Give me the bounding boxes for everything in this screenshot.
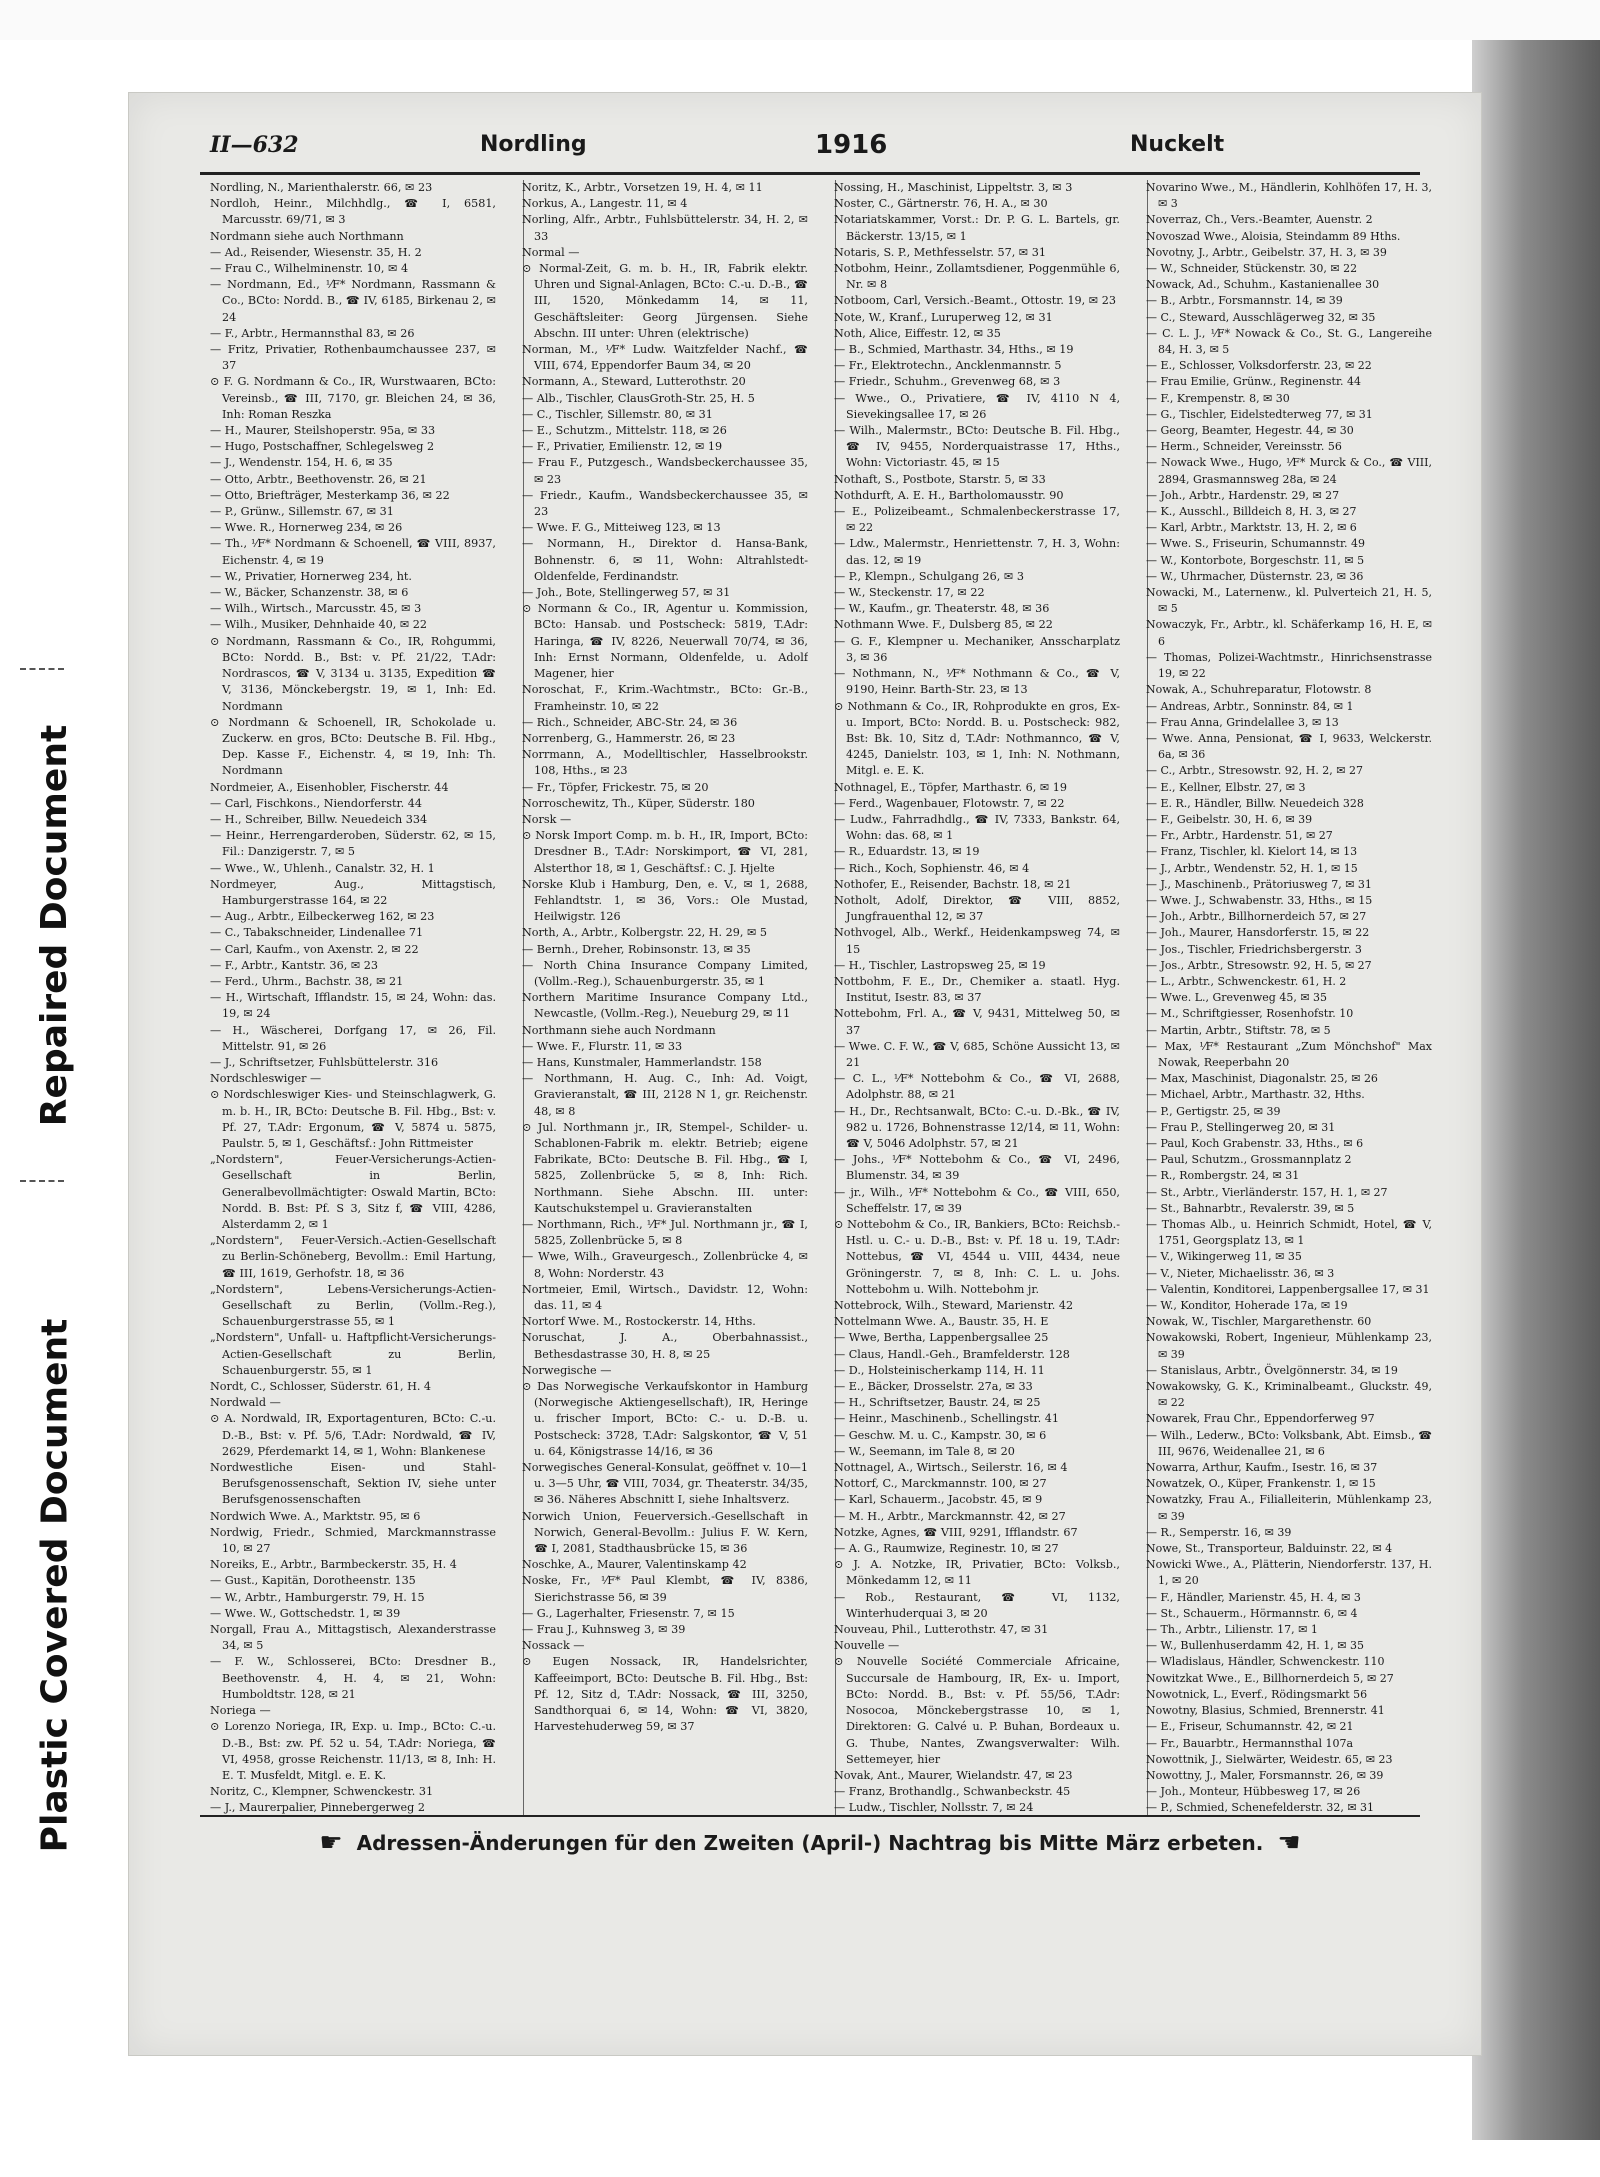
directory-entry: — Fr., Arbtr., Hardenstr. 51, ✉ 27 <box>1146 829 1333 843</box>
directory-entry: Noritz, K., Arbtr., Vorsetzen 19, H. 4, ✉ 11 <box>522 181 763 194</box>
directory-entry: — Frau P., Stellingerweg 20, ✉ 31 <box>1146 1120 1336 1134</box>
directory-entry: — Claus, Handl.-Geh., Bramfelderstr. 128 <box>834 1347 1070 1361</box>
directory-entry: — H., Wirtschaft, Ifflandstr. 15, ✉ 24, Wohn: das. 19, ✉ 24 <box>210 991 496 1021</box>
directory-entry: — Martin, Arbtr., Stiftstr. 78, ✉ 5 <box>1146 1023 1331 1037</box>
directory-entry: — W., Uhrmacher, Düsternstr. 23, ✉ 36 <box>1146 569 1364 583</box>
directory-entry: Norman, M., ¹⁄F* Ludw. Waitzfelder Nachf., ☎ VIII, 674, Eppendorfer Baum 34, ✉ 20 <box>522 343 808 373</box>
directory-entry: — E., Kellner, Elbstr. 27, ✉ 3 <box>1146 780 1306 794</box>
directory-entry: Normann, A., Steward, Lutterothstr. 20 <box>522 375 746 389</box>
directory-entry: Notariatskammer, Vorst.: Dr. P. G. L. Bartels, gr. Bäckerstr. 13/15, ✉ 1 <box>834 213 1120 243</box>
directory-entry: — R., Semperstr. 16, ✉ 39 <box>1146 1525 1292 1539</box>
directory-entry: — Otto, Briefträger, Mesterkamp 36, ✉ 22 <box>210 488 450 502</box>
directory-entry: „Nordstern", Feuer-Versich.-Actien-Gesellschaft zu Berlin-Schöneberg, Bevollm.: Emil Hartung, ☎ III, 1619, Gerhofstr. 18, ✉ 36 <box>210 1234 496 1280</box>
directory-entry: — K., Ausschl., Billdeich 8, H. 3, ✉ 27 <box>1146 505 1357 519</box>
directory-entry: — Carl, Kaufm., von Axenstr. 2, ✉ 22 <box>210 942 419 956</box>
directory-entry: Norwich Union, Feuerversich.-Gesellschaft in Norwich, General-Bevollm.: Julius F. W. Kern, ☎ I, 2081, Stadthausbrücke 15, ✉ 36 <box>522 1509 808 1556</box>
directory-entry: — Joh., Maurer, Hansdorferstr. 15, ✉ 22 <box>1146 926 1370 940</box>
directory-entry: — Wwe. J., Schwabenstr. 33, Hths., ✉ 15 <box>1146 893 1373 907</box>
directory-entry: — Paul, Koch Grabenstr. 33, Hths., ✉ 6 <box>1146 1136 1364 1150</box>
directory-entry: — Wwe. Anna, Pensionat, ☎ I, 9633, Welckerstr. 6a, ✉ 36 <box>1146 731 1432 762</box>
directory-entry: Noreiks, E., Arbtr., Barmbeckerstr. 35, H. 4 <box>210 1558 457 1572</box>
directory-entry: — Karl, Schauerm., Jacobstr. 45, ✉ 9 <box>834 1493 1043 1507</box>
directory-entry: — E., Bäcker, Drosselstr. 27a, ✉ 33 <box>834 1380 1033 1394</box>
header-year: 1916 <box>815 130 888 160</box>
directory-entry: — M. H., Arbtr., Marckmannstr. 42, ✉ 27 <box>834 1509 1066 1523</box>
directory-entry: Noroschat, F., Krim.-Wachtmstr., BCto: Gr.-B., Framheinstr. 10, ✉ 22 <box>522 683 808 713</box>
directory-entry: — R., Rombergstr. 24, ✉ 31 <box>1146 1169 1300 1183</box>
directory-entry: — Wwe., O., Privatiere, ☎ IV, 4110 N 4, Sievekingsallee 17, ✉ 26 <box>834 391 1120 421</box>
directory-entry: — Thomas, Polizei-Wachtmstr., Hinrichsenstrasse 19, ✉ 22 <box>1146 650 1432 681</box>
directory-entry: — Wwe. L., Grevenweg 45, ✉ 35 <box>1146 991 1328 1005</box>
directory-entry: — Normann, H., Direktor d. Hansa-Bank, Bohnenstr. 6, ✉ 11, Wohn: Altrahlstedt-Oldenfelde, Ferdinandstr. <box>522 537 808 583</box>
directory-entry: — Hugo, Postschaffner, Schlegelsweg 2 <box>210 440 435 454</box>
directory-entry: Nordwich Wwe. A., Marktstr. 95, ✉ 6 <box>210 1509 421 1523</box>
directory-entry: ⊙ Jul. Northmann jr., IR, Stempel-, Schilder- u. Schablonen-Fabrik m. elektr. Betrieb; eigene Fabrikate, BCto: Deutsche B. Fil. Hbg., ☎ I, 5825, Zollenbrücke 5, ✉ 8, Inh: Rich. Northmann. Siehe Abschn. III. unter: Kautschukstempel u. Gravieranstalten <box>522 1120 808 1215</box>
header-rule <box>200 172 1420 175</box>
directory-entry: — H., Maurer, Steilshoperstr. 95a, ✉ 33 <box>210 424 436 438</box>
directory-entry: Nothvogel, Alb., Werkf., Heidenkampsweg 74, ✉ 15 <box>834 926 1120 956</box>
directory-entry: — Jos., Arbtr., Stresowstr. 92, H. 5, ✉ 27 <box>1146 958 1372 972</box>
directory-entry: Nouveau, Phil., Lutterothstr. 47, ✉ 31 <box>834 1623 1049 1637</box>
directory-entry: — W., Arbtr., Hamburgerstr. 79, H. 15 <box>210 1590 425 1604</box>
directory-entry: — Otto, Arbtr., Beethovenstr. 26, ✉ 21 <box>210 472 427 486</box>
directory-entry: Notboom, Carl, Versich.-Beamt., Ottostr. 19, ✉ 23 <box>834 294 1116 308</box>
directory-entry: Notbohm, Heinr., Zollamtsdiener, Poggenmühle 6, Nr. ✉ 8 <box>834 262 1120 292</box>
directory-entry: „Nordstern", Lebens-Versicherungs-Actien-Gesellschaft zu Berlin, (Vollm.-Reg.), Schauenburgerstrasse 55, ✉ 1 <box>210 1282 496 1329</box>
directory-entry: — H., Wäscherei, Dorfgang 17, ✉ 26, Fil. Mittelstr. 91, ✉ 26 <box>210 1023 496 1053</box>
directory-entry: Norroschewitz, Th., Küper, Süderstr. 180 <box>522 796 755 810</box>
directory-entry: Nossing, H., Maschinist, Lippeltstr. 3, ✉ 3 <box>834 181 1073 194</box>
directory-entry: Norrmann, A., Modelltischler, Hasselbrookstr. 108, Hths., ✉ 23 <box>522 748 808 778</box>
directory-entry: — F., Geibelstr. 30, H. 6, ✉ 39 <box>1146 812 1313 826</box>
directory-entry: — Ferd., Uhrm., Bachstr. 38, ✉ 21 <box>210 974 404 988</box>
directory-entry: ⊙ Normann & Co., IR, Agentur u. Kommission, BCto: Hansab. und Postscheck: 5819, T.Adr: Haringa, ☎ IV, 8226, Neuerwall 70/74, ✉ 36, Inh: Ernst Normann, Oldenfelde, u. Adolf Magener, hier <box>522 602 808 681</box>
directory-entry: — Frau C., Wilhelminenstr. 10, ✉ 4 <box>210 262 409 276</box>
directory-entry: — E., Schlosser, Volksdorferstr. 23, ✉ 22 <box>1146 359 1372 373</box>
directory-entry: Noschke, A., Maurer, Valentinskamp 42 <box>522 1558 747 1572</box>
directory-entry: — Ldw., Malermstr., Henriettenstr. 7, H. 3, Wohn: das. 12, ✉ 19 <box>834 537 1120 567</box>
directory-entry: Nossack — <box>522 1639 585 1653</box>
directory-entry: — H., Schreiber, Billw. Neuedeich 334 <box>210 812 428 826</box>
directory-entry: — W., Schneider, Stückenstr. 30, ✉ 22 <box>1146 262 1358 276</box>
directory-entry: — J., Maurerpalier, Pinnebergerweg 2 <box>210 1801 425 1815</box>
directory-entry: Nordmann siehe auch Northmann <box>210 229 404 243</box>
directory-entry: Nothaft, S., Postbote, Starstr. 5, ✉ 33 <box>834 472 1046 486</box>
directory-entry: — Wilh., Musiker, Dehnhaide 40, ✉ 22 <box>210 618 427 632</box>
directory-entry: — Bernh., Dreher, Robinsonstr. 13, ✉ 35 <box>522 942 751 956</box>
directory-entry: — D., Holsteinischerkamp 114, H. 11 <box>834 1363 1045 1377</box>
directory-entry: — Ad., Reisender, Wiesenstr. 35, H. 2 <box>210 245 422 259</box>
directory-entry: — Franz, Tischler, kl. Kielort 14, ✉ 13 <box>1146 845 1358 859</box>
directory-entry: — Frau Emilie, Grünw., Reginenstr. 44 <box>1146 375 1361 389</box>
directory-entry: Noth, Alice, Eiffestr. 12, ✉ 35 <box>834 326 1001 340</box>
directory-entry: Novotny, J., Arbtr., Geibelstr. 37, H. 3, ✉ 39 <box>1146 245 1387 259</box>
directory-entry: — Northmann, H. Aug. C., Inh: Ad. Voigt, Gravieranstalt, ☎ III, 2128 N 1, gr. Reichenstr. 48, ✉ 8 <box>522 1072 808 1118</box>
directory-entry: ⊙ Nordmann & Schoenell, IR, Schokolade u. Zuckerw. en gros, BCto: Deutsche B. Fil. Hbg., Dep. Kasse F., Eichenstr. 4, ✉ 19, Inh: Th. Nordmann <box>210 715 496 778</box>
directory-entry: — Th., ¹⁄F* Nordmann & Schoenell, ☎ VIII, 8937, Eichenstr. 4, ✉ 19 <box>210 537 496 567</box>
directory-entry: ⊙ Eugen Nossack, IR, Handelsrichter, Kaffeeimport, BCto: Deutsche B. Fil. Hbg., Bst: Pf. 12, Sitz d, T.Adr: Nossack, ☎ III, 3250, Sandthorquai 6, ✉ 14, Wohn: ☎ VI, 3820, Harvestehuderweg 59, ✉ 37 <box>522 1655 808 1734</box>
directory-entry: — W., Seemann, im Tale 8, ✉ 20 <box>834 1444 1015 1458</box>
directory-entry: Nordmeier, A., Eisenhobler, Fischerstr. 44 <box>210 780 449 794</box>
directory-entry: Nothofer, E., Reisender, Bachstr. 18, ✉ 21 <box>834 877 1072 891</box>
directory-entry: — E., Schutzm., Mittelstr. 118, ✉ 26 <box>522 424 727 438</box>
directory-entry: — Wilh., Malermstr., BCto: Deutsche B. Fil. Hbg., ☎ IV, 9455, Norderquaistrasse 17, Hths., Wohn: Victoriastr. 45, ✉ 15 <box>834 424 1120 470</box>
directory-entry: Normal — <box>522 245 580 259</box>
directory-entry: Nottnagel, A., Wirtsch., Seilerstr. 16, ✉ 4 <box>834 1461 1068 1475</box>
directory-entry: — Ludw., Fahrradhdlg., ☎ IV, 7333, Bankstr. 64, Wohn: das. 68, ✉ 1 <box>834 812 1120 843</box>
divider-dash <box>20 1180 64 1182</box>
directory-entry: — B., Arbtr., Forsmannstr. 14, ✉ 39 <box>1146 294 1343 308</box>
directory-entry: Nottebohm, Frl. A., ☎ V, 9431, Mittelweg 50, ✉ 37 <box>834 1007 1120 1037</box>
directory-entry: Nowakowsky, G. K., Kriminalbeamt., Gluckstr. 49, ✉ 22 <box>1146 1380 1432 1410</box>
directory-entry: Nouvelle — <box>834 1639 900 1653</box>
directory-entry: — Frau Anna, Grindelallee 3, ✉ 13 <box>1146 715 1339 729</box>
header-range-end: Nuckelt <box>1130 132 1225 157</box>
directory-entry: Norwegische — <box>522 1363 612 1377</box>
directory-entry: — J., Schriftsetzer, Fuhlsbüttelerstr. 316 <box>210 1055 439 1069</box>
directory-entry: Nordmeyer, Aug., Mittagstisch, Hamburgerstrasse 164, ✉ 22 <box>210 877 496 907</box>
directory-entry: — Gust., Kapitän, Dorotheenstr. 135 <box>210 1574 416 1588</box>
directory-entry: — Herm., Schneider, Vereinsstr. 56 <box>1146 440 1342 454</box>
directory-entry: — Max, ¹⁄F* Restaurant „Zum Mönchshof" Max Nowak, Reeperbahn 20 <box>1146 1039 1432 1069</box>
directory-entry: Nothnagel, E., Töpfer, Marthastr. 6, ✉ 19 <box>834 780 1068 794</box>
directory-entry: Nowak, W., Tischler, Margarethenstr. 60 <box>1146 1315 1372 1329</box>
directory-entry: — C., Tischler, Sillemstr. 80, ✉ 31 <box>522 407 713 421</box>
directory-entry: — C. L., ¹⁄F* Nottebohm & Co., ☎ VI, 2688, Adolphstr. 88, ✉ 21 <box>834 1072 1120 1102</box>
directory-entry: Noske, Fr., ¹⁄F* Paul Klembt, ☎ IV, 8386, Sierichstrasse 56, ✉ 39 <box>522 1574 808 1604</box>
directory-entry: — E., Polizeibeamt., Schmalenbeckerstrasse 17, ✉ 22 <box>834 505 1120 535</box>
directory-entry: — Rob., Restaurant, ☎ VI, 1132, Winterhuderquai 3, ✉ 20 <box>834 1590 1120 1620</box>
directory-entry: — H., Dr., Rechtsanwalt, BCto: C.-u. D.-Bk., ☎ IV, 982 u. 1726, Bohnenstrasse 12/14, ✉ 11, Wohn: ☎ V, 5046 Adolphstr. 57, ✉ 21 <box>834 1104 1120 1150</box>
directory-entry: Nowaczyk, Fr., Arbtr., kl. Schäferkamp 16, H. E, ✉ 6 <box>1146 618 1432 648</box>
directory-entry: — H., Schriftsetzer, Baustr. 24, ✉ 25 <box>834 1396 1041 1410</box>
directory-entry: ⊙ J. A. Notzke, IR, Privatier, BCto: Volksb., Mönkedamm 12, ✉ 11 <box>834 1558 1120 1588</box>
directory-entry: — Friedr., Kaufm., Wandsbeckerchaussee 35, ✉ 23 <box>522 488 808 519</box>
directory-entry: — Karl, Arbtr., Marktstr. 13, H. 2, ✉ 6 <box>1146 521 1357 535</box>
directory-entry: Northern Maritime Insurance Company Ltd., Newcastle, (Vollm.-Reg.), Neueburg 29, ✉ 11 <box>522 991 808 1021</box>
directory-entry: Nottbohm, F. E., Dr., Chemiker a. staatl. Hyg. Institut, Isestr. 83, ✉ 37 <box>834 974 1120 1005</box>
directory-entry: Nordt, C., Schlosser, Süderstr. 61, H. 4 <box>210 1380 432 1394</box>
directory-entry: — F., Arbtr., Hermannsthal 83, ✉ 26 <box>210 326 415 340</box>
directory-entry: Nordwestliche Eisen- und Stahl-Berufsgenossenschaft, Sektion IV, siehe unter Berufsgenossenschaften <box>210 1461 496 1507</box>
directory-entry: — Heinr., Maschinenb., Schellingstr. 41 <box>834 1412 1060 1426</box>
directory-entry: ⊙ Nordschleswiger Kies- und Steinschlagwerk, G. m. b. H., IR, BCto: Deutsche B. Fil. Hbg., Bst: v. Pf. 27, T.Adr: Ergonum, ☎ V, 5874 u. 5875, Paulstr. 5, ✉ 1, Geschäftsf.: John Rittmeister <box>210 1088 496 1150</box>
directory-entry: — W., Kontorbote, Borgeschstr. 11, ✉ 5 <box>1146 553 1365 567</box>
directory-entry: — Franz, Brothandlg., Schwanbeckstr. 45 <box>834 1785 1071 1799</box>
directory-entry: — Hans, Kunstmaler, Hammerlandstr. 158 <box>522 1055 762 1069</box>
directory-entry: ⊙ Norsk Import Comp. m. b. H., IR, Import, BCto: Dresdner B., T.Adr: Norskimport, ☎ VI, 281, Alsterthor 18, ✉ 1, Geschäftsf.: C. J. Hjelte <box>522 829 808 875</box>
directory-column-1 <box>210 180 496 1815</box>
divider-dash <box>20 668 64 670</box>
directory-entry: Nordloh, Heinr., Milchhdlg., ☎ I, 6581, Marcusstr. 69/71, ✉ 3 <box>210 197 496 227</box>
directory-column-4 <box>1146 180 1432 1815</box>
directory-entry: — Rich., Koch, Sophienstr. 46, ✉ 4 <box>834 861 1030 875</box>
directory-entry: Noriega — <box>210 1704 271 1718</box>
directory-entry: — Wilh., Lederw., BCto: Volksbank, Abt. Eimsb., ☎ III, 9676, Weidenallee 21, ✉ 6 <box>1146 1428 1432 1458</box>
directory-entry: Notholt, Adolf, Direktor, ☎ VIII, 8852, Jungfrauenthal 12, ✉ 37 <box>834 893 1120 924</box>
directory-entry: — R., Eduardstr. 13, ✉ 19 <box>834 845 980 859</box>
directory-entry: — C., Arbtr., Stresowstr. 92, H. 2, ✉ 27 <box>1146 764 1364 778</box>
directory-entry: Northmann siehe auch Nordmann <box>522 1023 716 1037</box>
directory-column-3 <box>834 180 1120 1815</box>
directory-entry: — F. W., Schlosserei, BCto: Dresdner B., Beethovenstr. 4, H. 4, ✉ 21, Wohn: Humboldtstr. 128, ✉ 21 <box>210 1655 496 1701</box>
directory-entry: Nowottny, J., Maler, Forsmannstr. 26, ✉ 39 <box>1146 1768 1384 1782</box>
pointing-hand-right-icon: ☛ <box>319 1828 343 1858</box>
directory-entry: Norrenberg, G., Hammerstr. 26, ✉ 23 <box>522 731 736 745</box>
directory-entry: — Geschw. M. u. C., Kampstr. 30, ✉ 6 <box>834 1428 1047 1442</box>
directory-entry: — Wwe. F., Flurstr. 11, ✉ 33 <box>522 1039 683 1053</box>
directory-entry: — M., Schriftgiesser, Rosenhofstr. 10 <box>1146 1007 1354 1021</box>
directory-column-2 <box>522 180 808 1815</box>
directory-entry: Norwegisches General-Konsulat, geöffnet v. 10—1 u. 3—5 Uhr, ☎ VIII, 7034, gr. Theaterstr. 34/35, ✉ 36. Näheres Abschnitt I, siehe Inhaltsverz. <box>522 1461 808 1507</box>
directory-entry: Nowatzek, O., Küper, Frankenstr. 1, ✉ 15 <box>1146 1477 1376 1491</box>
directory-entry: — Wilh., Wirtsch., Marcusstr. 45, ✉ 3 <box>210 602 422 616</box>
directory-entry: Note, W., Kranf., Luruperweg 12, ✉ 31 <box>834 310 1053 324</box>
directory-entry: — G. F., Klempner u. Mechaniker, Ansscharplatz 3, ✉ 36 <box>834 634 1120 664</box>
directory-entry: — Carl, Fischkons., Niendorferstr. 44 <box>210 796 422 810</box>
directory-entry: Nortmeier, Emil, Wirtsch., Davidstr. 12, Wohn: das. 11, ✉ 4 <box>522 1282 808 1313</box>
directory-entry: — F., Arbtr., Kantstr. 36, ✉ 23 <box>210 958 379 972</box>
page-footer <box>200 1828 1420 1858</box>
directory-entry: — Joh., Arbtr., Hardenstr. 29, ✉ 27 <box>1146 488 1340 502</box>
directory-entry: — Frau J., Kuhnsweg 3, ✉ 39 <box>522 1623 686 1637</box>
directory-entry: — A. G., Raumwize, Reginestr. 10, ✉ 27 <box>834 1542 1059 1556</box>
directory-entry: — Th., Arbtr., Lilienstr. 17, ✉ 1 <box>1146 1623 1318 1637</box>
directory-entry: ⊙ Lorenzo Noriega, IR, Exp. u. Imp., BCto: C.-u. D.-B., Bst: zw. Pf. 52 u. 54, T.Adr: Noriega, ☎ VI, 4958, grosse Reichenstr. 11/13, ✉ 8, Inh: H. E. T. Musfeldt, Mitgl. e. E. K. <box>210 1720 496 1782</box>
directory-entry: — V., Nieter, Michaelisstr. 36, ✉ 3 <box>1146 1266 1335 1280</box>
directory-entry: Noritz, C., Klempner, Schwenckestr. 31 <box>210 1785 434 1799</box>
directory-entry: — North China Insurance Company Limited, (Vollm.-Reg.), Schauenburgerstr. 35, ✉ 1 <box>522 958 808 988</box>
directory-entry: — Valentin, Konditorei, Lappenbergsallee 17, ✉ 31 <box>1146 1282 1430 1296</box>
directory-entry: Nowarra, Arthur, Kaufm., Isestr. 16, ✉ 37 <box>1146 1461 1378 1475</box>
directory-entry: — Joh., Bote, Stellingerweg 57, ✉ 31 <box>522 586 731 600</box>
directory-entry: — F., Händler, Marienstr. 45, H. 4, ✉ 3 <box>1146 1590 1361 1604</box>
directory-entry: — Alb., Tischler, ClausGroth-Str. 25, H. 5 <box>522 391 755 405</box>
directory-entry: Nordschleswiger — <box>210 1072 322 1086</box>
directory-entry: Nortorf Wwe. M., Rostockerstr. 14, Hths. <box>522 1315 756 1329</box>
directory-entry: Nowottnik, J., Sielwärter, Weidestr. 65, ✉ 23 <box>1146 1752 1393 1766</box>
directory-entry: Norske Klub i Hamburg, Den, e. V., ✉ 1, 2688, Fehlandtstr. 1, ✉ 36, Vors.: Ole Mustad, Heilwigstr. 126 <box>522 877 808 924</box>
directory-entry: — Heinr., Herrengarderoben, Süderstr. 62, ✉ 15, Fil.: Danzigerstr. 7, ✉ 5 <box>210 829 496 859</box>
directory-entry: Notzke, Agnes, ☎ VIII, 9291, Ifflandstr. 67 <box>834 1525 1078 1539</box>
directory-entry: Noverraz, Ch., Vers.-Beamter, Auenstr. 2 <box>1146 213 1373 227</box>
footer-notice: Adressen-Änderungen für den Zweiten (April-) Nachtrag bis Mitte März erbeten. <box>356 1831 1264 1855</box>
directory-entry: — J., Maschinenb., Prätoriusweg 7, ✉ 31 <box>1146 877 1372 891</box>
directory-entry: — Jos., Tischler, Friedrichsbergerstr. 3 <box>1146 942 1362 956</box>
directory-entry: Nowack, Ad., Schuhm., Kastanienallee 30 <box>1146 278 1380 292</box>
directory-entry: — F., Privatier, Emilienstr. 12, ✉ 19 <box>522 440 723 454</box>
directory-entry: — Wwe. W., Gottschedstr. 1, ✉ 39 <box>210 1606 401 1620</box>
directory-entry: Nowitzkat Wwe., E., Billhornerdeich 5, ✉ 27 <box>1146 1671 1394 1685</box>
directory-entry: Nowe, St., Transporteur, Balduinstr. 22, ✉ 4 <box>1146 1542 1393 1556</box>
directory-entry: Nothdurft, A. E. H., Bartholomausstr. 90 <box>834 488 1064 502</box>
directory-entry: ⊙ Nothmann & Co., IR, Rohprodukte en gros, Ex- u. Import, BCto: Nordd. B. u. Postscheck: 982, Bst: Bk. 10, Sitz d, T.Adr: Nothmannco, ☎ V, 4245, Danielstr. 103, ✉ 1, Inh: N. Nothmann, Mitgl. e. E. K. <box>834 699 1120 778</box>
directory-entry: — Rich., Schneider, ABC-Str. 24, ✉ 36 <box>522 715 738 729</box>
directory-entry: — Georg, Beamter, Hegestr. 44, ✉ 30 <box>1146 424 1354 438</box>
directory-entry: — H., Tischler, Lastropsweg 25, ✉ 19 <box>834 958 1046 972</box>
directory-entry: — Thomas Alb., u. Heinrich Schmidt, Hotel, ☎ V, 1751, Georgsplatz 13, ✉ 1 <box>1146 1218 1432 1248</box>
repaired-label-text: Repaired Document <box>34 724 76 1126</box>
directory-entry: Nowakowski, Robert, Ingenieur, Mühlenkamp 23, ✉ 39 <box>1146 1331 1432 1361</box>
directory-entry: — J., Wendenstr. 154, H. 6, ✉ 35 <box>210 456 393 470</box>
directory-entry: — Friedr., Schuhm., Grevenweg 68, ✉ 3 <box>834 375 1061 389</box>
directory-entry: ⊙ Nouvelle Société Commerciale Africaine, Succursale de Hambourg, IR, Ex- u. Import, BCto: Nordd. B., Bst: v. Pf. 55/56, T.Adr: Nosocoa, Mönckebergstrasse 10, ✉ 1, Direktoren: G. Calvé u. P. Buhan, Bordeaux u. G. Thube, Nantes, Zwangsverwalter: Wilh. Settemeyer, hier <box>834 1655 1120 1766</box>
directory-entry: — Nowack Wwe., Hugo, ¹⁄F* Murck & Co., ☎ VIII, 2894, Grasmannsweg 28a, ✉ 24 <box>1146 456 1432 486</box>
directory-entry: Nowak, A., Schuhreparatur, Flotowstr. 8 <box>1146 683 1372 697</box>
directory-entry: Norsk — <box>522 812 572 826</box>
directory-entry: — Andreas, Arbtr., Sonninstr. 84, ✉ 1 <box>1146 699 1354 713</box>
directory-entry: — G., Tischler, Eidelstedterweg 77, ✉ 31 <box>1146 407 1373 421</box>
directory-entry: — P., Grünw., Sillemstr. 67, ✉ 31 <box>210 505 394 519</box>
directory-entry: Novoszad Wwe., Aloisia, Steindamm 89 Hths. <box>1146 229 1401 243</box>
directory-entry: Nowarek, Frau Chr., Eppendorferweg 97 <box>1146 1412 1375 1426</box>
footer-rule <box>200 1815 1420 1817</box>
repaired-document-label <box>25 690 85 1160</box>
directory-entry: ⊙ A. Nordwald, IR, Exportagenturen, BCto: C.-u. D.-B., Bst: v. Pf. 5/6, T.Adr: Nordwald, ☎ IV, 2629, Pferdemarkt 14, ✉ 1, Wohn: Blankenese <box>210 1412 496 1458</box>
directory-entry: — W., Steckenstr. 17, ✉ 22 <box>834 586 985 600</box>
directory-entry: Nordwald — <box>210 1396 281 1410</box>
directory-entry: Norgall, Frau A., Mittagstisch, Alexanderstrasse 34, ✉ 5 <box>210 1623 496 1653</box>
directory-entry: Nottorf, C., Marckmannstr. 100, ✉ 27 <box>834 1477 1047 1491</box>
directory-entry: Nottelmann Wwe. A., Baustr. 35, H. E <box>834 1315 1049 1329</box>
directory-entry: — Fr., Bauarbtr., Hermannsthal 107a <box>1146 1736 1354 1750</box>
directory-columns <box>200 180 1432 1815</box>
directory-entry: — Aug., Arbtr., Eilbeckerweg 162, ✉ 23 <box>210 910 435 924</box>
directory-entry: Noruschat, J. A., Oberbahnassist., Bethesdastrasse 30, H. 8, ✉ 25 <box>522 1331 808 1361</box>
directory-entry: — J., Arbtr., Wendenstr. 52, H. 1, ✉ 15 <box>1146 861 1358 875</box>
directory-entry: Notaris, S. P., Methfesselstr. 57, ✉ 31 <box>834 245 1046 259</box>
page-edge-shadow <box>1472 40 1600 2140</box>
directory-entry: — Ludw., Tischler, Nollsstr. 7, ✉ 24 <box>834 1801 1034 1815</box>
directory-entry: — Ferd., Wagenbauer, Flotowstr. 7, ✉ 22 <box>834 796 1065 810</box>
directory-entry: — E., Friseur, Schumannstr. 42, ✉ 21 <box>1146 1720 1354 1734</box>
directory-entry: — Max, Maschinist, Diagonalstr. 25, ✉ 26 <box>1146 1072 1378 1086</box>
directory-entry: ⊙ Normal-Zeit, G. m. b. H., IR, Fabrik elektr. Uhren und Signal-Anlagen, BCto: C.-u. D.-B., ☎ III, 1520, Mönkedamm 14, ✉ 11, Geschäftsleiter: Georg Jürgensen. Siehe Abschn. III unter: Uhren (elektrische) <box>522 262 808 340</box>
directory-entry: Nottebrock, Wilh., Steward, Marienstr. 42 <box>834 1299 1074 1313</box>
directory-entry: Novarino Wwe., M., Händlerin, Kohlhöfen 17, H. 3, ✉ 3 <box>1146 181 1432 211</box>
directory-entry: — Frau F., Putzgesch., Wandsbeckerchaussee 35, ✉ 23 <box>522 456 808 486</box>
directory-entry: Nowatzky, Frau A., Filialleiterin, Mühlenkamp 23, ✉ 39 <box>1146 1493 1432 1523</box>
directory-entry: — W., Kaufm., gr. Theaterstr. 48, ✉ 36 <box>834 602 1050 616</box>
plastic-label-text: Plastic Covered Document <box>34 1318 76 1852</box>
directory-entry: Nowicki Wwe., A., Plätterin, Niendorferstr. 137, H. 1, ✉ 20 <box>1146 1558 1432 1588</box>
page-header <box>200 130 1420 166</box>
plastic-covered-label <box>25 1305 85 1865</box>
directory-entry: — E. R., Händler, Billw. Neuedeich 328 <box>1146 796 1364 810</box>
directory-entry: — C., Tabakschneider, Lindenallee 71 <box>210 926 424 940</box>
directory-entry: — Paul, Schutzm., Grossmannplatz 2 <box>1146 1153 1352 1167</box>
directory-entry: — Wwe. R., Hornerweg 234, ✉ 26 <box>210 521 403 535</box>
directory-entry: Nordling, N., Marienthalerstr. 66, ✉ 23 <box>210 181 433 194</box>
directory-entry: — C., Steward, Ausschlägerweg 32, ✉ 35 <box>1146 310 1376 324</box>
scan-background <box>0 0 1600 40</box>
directory-entry: — W., Privatier, Hornerweg 234, ht. <box>210 569 412 583</box>
directory-entry: — St., Arbtr., Vierländerstr. 157, H. 1, ✉ 27 <box>1146 1185 1388 1199</box>
directory-entry: Nowotny, Blasius, Schmied, Brennerstr. 41 <box>1146 1704 1385 1718</box>
header-range-start: Nordling <box>480 132 587 157</box>
page-number: II—632 <box>210 132 299 158</box>
directory-entry: — Wwe. C. F. W., ☎ V, 685, Schöne Aussicht 13, ✉ 21 <box>834 1039 1120 1069</box>
directory-entry: — W., Bullenhuserdamm 42, H. 1, ✉ 35 <box>1146 1639 1364 1653</box>
directory-entry: — P., Schmied, Schenefelderstr. 32, ✉ 31 <box>1146 1801 1375 1815</box>
directory-entry: — Northmann, Rich., ¹⁄F* Jul. Northmann jr., ☎ I, 5825, Zollenbrücke 5, ✉ 8 <box>522 1218 808 1248</box>
directory-entry: — Fr., Töpfer, Frickestr. 75, ✉ 20 <box>522 780 709 794</box>
directory-entry: — B., Schmied, Marthastr. 34, Hths., ✉ 19 <box>834 343 1074 357</box>
directory-entry: — C. L. J., ¹⁄F* Nowack & Co., St. G., Langereihe 84, H. 3, ✉ 5 <box>1146 326 1432 357</box>
directory-entry: — Wwe. F. G., Mitteiweg 123, ✉ 13 <box>522 521 721 535</box>
directory-entry: ⊙ Nottebohm & Co., IR, Bankiers, BCto: Reichsb.-Hstl. u. C.- u. D.-B., Bst: v. Pf. 18 u. 19, T.Adr: Nottebus, ☎ VI, 4544 u. VIII, 4434, neue Gröningerstr. 7, ✉ 8, Inh: C. L. u. Johs. Nottebohm u. Wilh. Nottebohm jr. <box>834 1218 1120 1296</box>
directory-entry: — P., Gertigstr. 25, ✉ 39 <box>1146 1104 1281 1118</box>
directory-entry: — St., Bahnarbtr., Revalerstr. 39, ✉ 5 <box>1146 1201 1355 1215</box>
directory-entry: — Nordmann, Ed., ¹⁄F* Nordmann, Rassmann & Co., BCto: Nordd. B., ☎ IV, 6185, Birkenau 2, ✉ 24 <box>210 278 496 324</box>
directory-entry: — Stanislaus, Arbtr., Övelgönnerstr. 34, ✉ 19 <box>1146 1363 1398 1377</box>
directory-entry: — F., Krempenstr. 8, ✉ 30 <box>1146 391 1290 405</box>
directory-entry: — St., Schauerm., Hörmannstr. 6, ✉ 4 <box>1146 1606 1358 1620</box>
directory-entry: Nowotnick, L., Everf., Rödingsmarkt 56 <box>1146 1687 1368 1701</box>
pointing-hand-left-icon: ☚ <box>1277 1828 1301 1858</box>
directory-entry: Norling, Alfr., Arbtr., Fuhlsbüttelerstr. 34, H. 2, ✉ 33 <box>522 213 808 243</box>
directory-entry: — L., Arbtr., Schwenckestr. 61, H. 2 <box>1146 974 1347 988</box>
directory-entry: — jr., Wilh., ¹⁄F* Nottebohm & Co., ☎ VIII, 650, Scheffelstr. 17, ✉ 39 <box>834 1185 1120 1215</box>
directory-entry: — Joh., Arbtr., Billhornerdeich 57, ✉ 27 <box>1146 910 1367 924</box>
directory-entry: — Johs., ¹⁄F* Nottebohm & Co., ☎ VI, 2496, Blumenstr. 34, ✉ 39 <box>834 1153 1120 1183</box>
directory-entry: ⊙ Nordmann, Rassmann & Co., IR, Rohgummi, BCto: Nordd. B., Bst: v. Pf. 21/22, T.Adr: Nordrascos, ☎ V, 3134 u. 3135, Expedition ☎ V, 3136, Mönckebergstr. 19, ✉ 1, Inh: Ed. Nordmann <box>210 634 496 713</box>
directory-entry: Novak, Ant., Maurer, Wielandstr. 47, ✉ 23 <box>834 1768 1073 1782</box>
directory-entry: — Wladislaus, Händler, Schwenckestr. 110 <box>1146 1655 1385 1669</box>
directory-entry: — Nothmann, N., ¹⁄F* Nothmann & Co., ☎ V, 9190, Heinr. Barth-Str. 23, ✉ 13 <box>834 667 1120 697</box>
directory-entry: — Wwe. S., Friseurin, Schumannstr. 49 <box>1146 537 1365 551</box>
directory-entry: — W., Bäcker, Schanzenstr. 38, ✉ 6 <box>210 586 409 600</box>
directory-entry: Nothmann Wwe. F., Dulsberg 85, ✉ 22 <box>834 618 1053 632</box>
directory-entry: Nordwig, Friedr., Schmied, Marckmannstrasse 10, ✉ 27 <box>210 1525 496 1556</box>
directory-entry: — Michael, Arbtr., Marthastr. 32, Hths. <box>1146 1088 1365 1102</box>
directory-entry: — Joh., Monteur, Hübbesweg 17, ✉ 26 <box>1146 1785 1361 1799</box>
directory-entry: Norkus, A., Langestr. 11, ✉ 4 <box>522 197 688 211</box>
directory-entry: Noster, C., Gärtnerstr. 76, H. A., ✉ 30 <box>834 197 1048 211</box>
directory-entry: „Nordstern", Feuer-Versicherungs-Actien-Gesellschaft in Berlin, Generalbevollmächtigter: Oswald Martin, BCto: Nordd. B. Bst: Pf. S 3, Sitz f, ☎ VIII, 4286, Alsterdamm 2, ✉ 1 <box>210 1153 496 1231</box>
directory-entry: — Fritz, Privatier, Rothenbaumchaussee 237, ✉ 37 <box>210 343 496 373</box>
directory-entry: — Wwe, Bertha, Lappenbergsallee 25 <box>834 1331 1049 1345</box>
directory-entry: — Fr., Elektrotechn., Ancklenmannstr. 5 <box>834 359 1062 373</box>
directory-entry: ⊙ F. G. Nordmann & Co., IR, Wurstwaaren, BCto: Vereinsb., ☎ III, 7170, gr. Bleichen 24, ✉ 36, Inh: Roman Reszka <box>210 375 496 421</box>
directory-entry: — G., Lagerhalter, Friesenstr. 7, ✉ 15 <box>522 1606 735 1620</box>
directory-entry: — P., Klempn., Schulgang 26, ✉ 3 <box>834 569 1024 583</box>
directory-entry: — W., Konditor, Hoherade 17a, ✉ 19 <box>1146 1299 1348 1313</box>
directory-entry: — Wwe., W., Uhlenh., Canalstr. 32, H. 1 <box>210 861 435 875</box>
directory-entry: North, A., Arbtr., Kolbergstr. 22, H. 29, ✉ 5 <box>522 926 768 940</box>
directory-entry: ⊙ Das Norwegische Verkaufskontor in Hamburg (Norwegische Aktiengesellschaft), IR, Heringe u. frischer Import, BCto: C.- u. D.-B. u. Postscheck: 3728, T.Adr: Salgskontor, ☎ V, 51 u. 64, Königstrasse 14/16, ✉ 36 <box>522 1380 808 1458</box>
directory-entry: „Nordstern", Unfall- u. Haftpflicht-Versicherungs-Actien-Gesellschaft zu Berlin, Schauenburgerstr. 55, ✉ 1 <box>210 1331 496 1377</box>
directory-entry: — V., Wikingerweg 11, ✉ 35 <box>1146 1250 1302 1264</box>
directory-entry: — Wwe, Wilh., Graveurgesch., Zollenbrücke 4, ✉ 8, Wohn: Norderstr. 43 <box>522 1250 808 1280</box>
directory-entry: Nowacki, M., Laternenw., kl. Pulverteich 21, H. 5, ✉ 5 <box>1146 586 1432 616</box>
